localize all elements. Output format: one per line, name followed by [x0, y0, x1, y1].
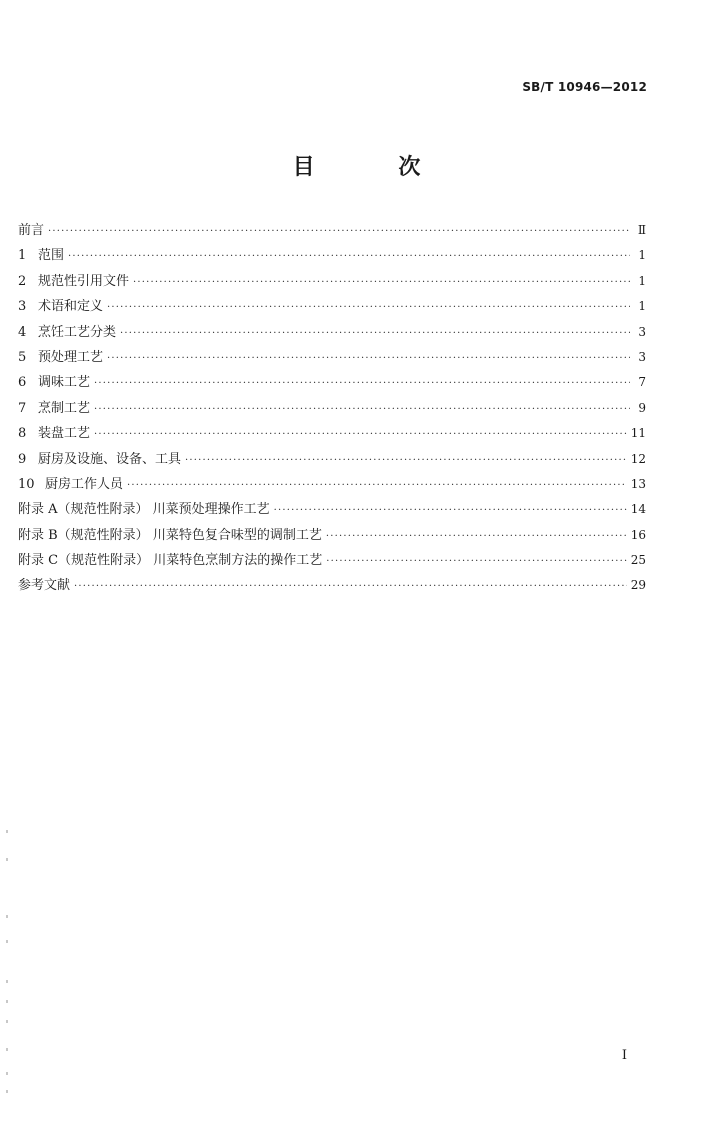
toc-leader-dots	[326, 524, 627, 549]
toc-page-number: 12	[630, 451, 646, 466]
toc-label: 烹制工艺	[38, 400, 91, 416]
toc-label: 术语和定义	[38, 299, 104, 315]
standard-number: SB/T 10946—2012	[522, 80, 647, 94]
scan-edge-marks	[6, 820, 12, 1100]
toc-page-number: Ⅱ	[637, 223, 646, 237]
page-number: I	[621, 1048, 627, 1063]
toc-label: 范围	[38, 248, 65, 264]
toc-label: 调味工艺	[38, 375, 91, 391]
toc-entry-appendix-a[interactable]	[18, 497, 646, 522]
toc-label: 厨房工作人员	[45, 476, 124, 492]
toc-leader-dots	[68, 244, 630, 269]
table-of-contents	[18, 218, 646, 599]
toc-leader-dots	[94, 397, 630, 422]
toc-leader-dots	[185, 448, 627, 473]
toc-section-number: 6	[18, 375, 27, 391]
toc-leader-dots	[94, 371, 630, 396]
toc-leader-dots	[107, 346, 630, 371]
toc-section-number: 10	[18, 476, 35, 492]
toc-section-number: 7	[18, 400, 27, 416]
toc-section-number: 2	[18, 273, 27, 289]
toc-entry-1[interactable]	[18, 243, 646, 268]
toc-label: 装盘工艺	[38, 426, 91, 442]
toc-label: 参考文献	[18, 578, 71, 594]
toc-page-number: 9	[638, 400, 646, 415]
toc-page-number: 13	[630, 476, 646, 491]
toc-section-number: 1	[18, 248, 27, 264]
toc-entry-preface[interactable]	[18, 218, 646, 243]
toc-label: 附录 A（规范性附录） 川菜预处理操作工艺	[18, 502, 270, 518]
toc-page-number: 14	[630, 502, 646, 517]
toc-section-number: 3	[18, 299, 27, 315]
toc-section-number: 4	[18, 324, 27, 340]
toc-label: 规范性引用文件	[38, 273, 130, 289]
toc-label: 附录 C（规范性附录） 川菜特色烹制方法的操作工艺	[18, 553, 323, 569]
toc-leader-dots	[127, 473, 627, 498]
toc-leader-dots	[274, 498, 627, 523]
toc-section-number: 9	[18, 451, 27, 467]
toc-label: 烹饪工艺分类	[38, 324, 117, 340]
toc-leader-dots	[133, 270, 630, 295]
toc-page-number: 1	[638, 299, 646, 314]
toc-label: 厨房及设施、设备、工具	[38, 451, 182, 467]
toc-page-number: 1	[638, 273, 646, 288]
toc-entry-appendix-b[interactable]	[18, 523, 646, 548]
toc-page-number: 25	[630, 553, 646, 568]
toc-page-number: 29	[630, 578, 646, 593]
toc-leader-dots	[74, 574, 627, 599]
toc-entry-3[interactable]	[18, 294, 646, 319]
toc-entry-9[interactable]	[18, 447, 646, 472]
toc-entry-10[interactable]	[18, 472, 646, 497]
toc-entry-references[interactable]	[18, 573, 646, 598]
toc-entry-appendix-c[interactable]	[18, 548, 646, 573]
toc-leader-dots	[94, 422, 627, 447]
toc-leader-dots	[326, 549, 627, 574]
toc-entry-2[interactable]	[18, 269, 646, 294]
toc-entry-6[interactable]	[18, 370, 646, 395]
toc-label: 预处理工艺	[38, 349, 104, 365]
page-title: 目 次	[292, 155, 459, 180]
toc-entry-5[interactable]	[18, 345, 646, 370]
toc-entry-7[interactable]	[18, 396, 646, 421]
toc-page-number: 11	[630, 426, 646, 441]
toc-leader-dots	[107, 295, 630, 320]
toc-page-number: 3	[638, 324, 646, 339]
toc-entry-8[interactable]	[18, 421, 646, 446]
toc-label: 前言	[18, 223, 45, 238]
toc-page-number: 1	[638, 248, 646, 263]
toc-entry-4[interactable]	[18, 320, 646, 345]
toc-section-number: 8	[18, 426, 27, 442]
toc-section-number: 5	[18, 349, 27, 365]
toc-label: 附录 B（规范性附录） 川菜特色复合味型的调制工艺	[18, 527, 322, 543]
toc-leader-dots	[48, 219, 630, 244]
toc-page-number: 7	[638, 375, 646, 390]
toc-page-number: 16	[630, 527, 646, 542]
toc-page-number: 3	[638, 349, 646, 364]
toc-leader-dots	[120, 321, 630, 346]
